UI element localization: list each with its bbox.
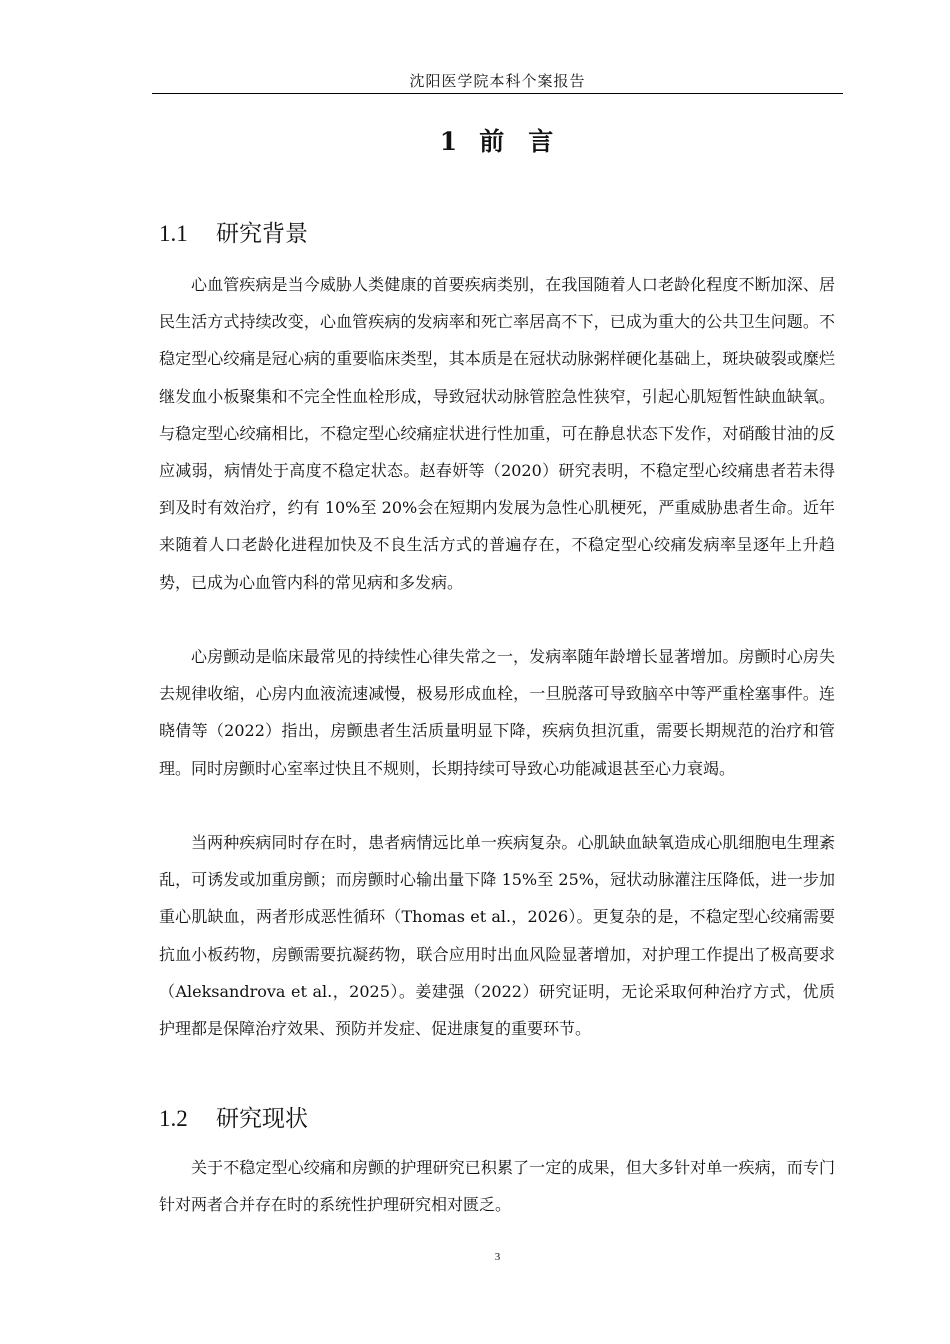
paragraph-status-1: 关于不稳定型心绞痛和房颤的护理研究已积累了一定的成果，但大多针对单一疾病，而专门针对两者合并存在时的系统性护理研究相对匮乏。 — [159, 1158, 835, 1215]
paragraph-background-2: 心房颤动是临床最常见的持续性心律失常之一，发病率随年龄增长显著增加。房颤时心房失去规律收缩，心房内血液流速减慢，极易形成血栓，一旦脱落可导致脑卒中等严重栓塞事件。连晓倩等（2022）指出，房颤患者生活质量明显下降，疾病负担沉重，需要长期规范的治疗和管理。同时房颤时心室率过快且不规则，长期持续可导致心功能减退甚至心力衰竭。 — [159, 647, 835, 778]
section-heading-1-2 — [159, 1100, 308, 1133]
section-number: 1.2 — [159, 1106, 188, 1131]
section-heading-1-1 — [159, 215, 308, 248]
page-number: 3 — [494, 1251, 501, 1263]
running-header: 沈阳医学院本科个案报告 — [409, 72, 586, 90]
section-title: 研究背景 — [216, 221, 308, 247]
chapter-number: 1 — [439, 127, 460, 156]
paragraph-background-1: 心血管疾病是当今威胁人类健康的首要疾病类别，在我国随着人口老龄化程度不断加深、居民生活方式持续改变，心血管疾病的发病率和死亡率居高不下，已成为重大的公共卫生问题。不稳定型心绞痛是冠心病的重要临床类型，其本质是在冠状动脉粥样硬化基础上，斑块破裂或糜烂继发血小板聚集和不完全性血栓形成，导致冠状动脉管腔急性狭窄，引起心肌短暂性缺血缺氧。与稳定型心绞痛相比，不稳定型心绞痛症状进行性加重，可在静息状态下发作，对硝酸甘油的反应减弱，病情处于高度不稳定状态。赵春妍等（2020）研究表明，不稳定型心绞痛患者若未得到及时有效治疗，约有 10%至 20%会在短期内发展为急性心肌梗死，严重威胁患者生命。近年来随着人口老龄化进程加快及不良生活方式的普遍存在，不稳定型心绞痛发病率呈逐年上升趋势，已成为心血管内科的常见病和多发病。 — [159, 275, 835, 592]
chapter-title-word-2: 言 — [528, 127, 556, 156]
chapter-title — [152, 122, 843, 158]
chapter-title-word-1: 前 — [479, 127, 507, 156]
section-number: 1.1 — [159, 221, 188, 246]
section-title: 研究现状 — [216, 1106, 308, 1132]
paragraph-background-3: 当两种疾病同时存在时，患者病情远比单一疾病复杂。心肌缺血缺氧造成心肌细胞电生理紊乱，可诱发或加重房颤；而房颤时心输出量下降 15%至 25%，冠状动脉灌注压降低，进一步加重心肌缺血，两者形成恶性循环（Thomas et al.，2026）。更复杂的是，不稳定型心绞痛需要抗血小板药物，房颤需要抗凝药物，联合应用时出血风险显著增加，对护理工作提出了极高要求（Aleksandrova et al.，2025）。姜建强（2022）研究证明，无论采取何种治疗方式，优质护理都是保障治疗效果、预防并发症、促进康复的重要环节。 — [159, 833, 835, 1039]
header-rule — [152, 93, 843, 94]
